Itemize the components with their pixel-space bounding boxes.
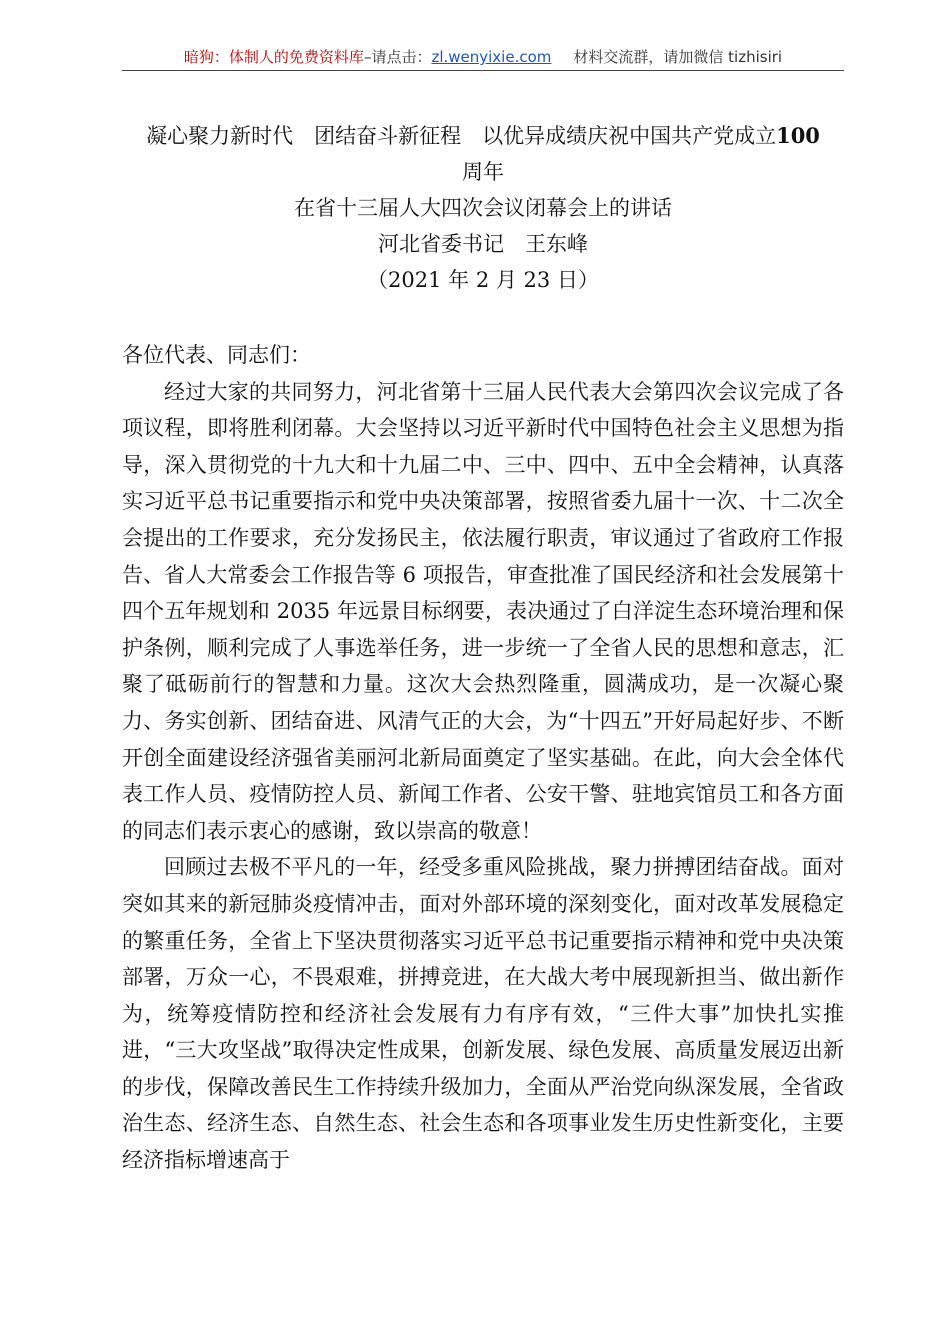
header-prompt: –请点击： bbox=[363, 48, 432, 66]
salutation: 各位代表、同志们： bbox=[122, 343, 311, 367]
title-line-2: 周年 bbox=[462, 160, 504, 184]
speech-body bbox=[122, 337, 844, 1179]
subtitle: 在省十三届人大四次会议闭幕会上的讲话 bbox=[294, 196, 672, 220]
header-brand: 暗狗：体制人的免费资料库 bbox=[183, 48, 364, 66]
title-block bbox=[122, 118, 844, 298]
date-line: （2021 年 2 月 23 日） bbox=[367, 268, 599, 292]
header-divider bbox=[122, 70, 844, 71]
page-header bbox=[122, 46, 844, 68]
paragraph-2: 回顾过去极不平凡的一年，经受多重风险挑战，聚力拼搏团结奋战。面对突如其来的新冠肺炎疫情冲击，面对外部环境的深刻变化，面对改革发展稳定的繁重任务，全省上下坚决贯彻落实习近平总书记重要指示精神和党中央决策部署，万众一心，不畏艰难，拼搏竞进，在大战大考中展现新担当、做出新作为，统筹疫情防控和经济社会发展有力有序有效，“三件大事”加快扎实推进，“三大攻坚战”取得决定性成果，创新发展、绿色发展、高质量发展迈出新的步伐，保障改善民生工作持续升级加力，全面从严治党向纵深发展，全省政治生态、经济生态、自然生态、社会生态和各项事业发生历史性新变化，主要经济指标增速高于 bbox=[122, 855, 844, 1173]
title-main: 凝心聚力新时代 团结奋斗新征程 以优异成绩庆祝中国共产党成立 bbox=[146, 124, 777, 148]
title-number: 100 bbox=[776, 123, 820, 148]
header-link[interactable]: zl.wenyixie.com bbox=[431, 48, 552, 66]
paragraph-1: 经过大家的共同努力，河北省第十三届人民代表大会第四次会议完成了各项议程，即将胜利闭幕。大会坚持以习近平新时代中国特色社会主义思想为指导，深入贯彻党的十九大和十九届二中、三中、四中、五中全会精神，认真落实习近平总书记重要指示和党中央决策部署，按照省委九届十一次、十二次全会提出的工作要求，充分发扬民主，依法履行职责，审议通过了省政府工作报告、省人大常委会工作报告等 6 项报告，审查批准了国民经济和社会发展第十四个五年规划和 2035 年远景目标纲要，表决通过了白洋淀生态环境治理和保护条例，顺利完成了人事选举任务，进一步统一了全省人民的思想和意志，汇聚了砥砺前行的智慧和力量。这次大会热烈隆重，圆满成功，是一次凝心聚力、务实创新、团结奋进、风清气正的大会，为“十四五”开好局起好步、不断开创全面建设经济强省美丽河北新局面奠定了坚实基础。在此，向大会全体代表工作人员、疫情防控人员、新闻工作者、公安干警、驻地宾馆员工和各方面的同志们表示衷心的感谢，致以崇高的敬意！ bbox=[122, 379, 844, 843]
author-line: 河北省委书记 王东峰 bbox=[378, 232, 588, 256]
header-note: 材料交流群，请加微信 tizhisiri bbox=[573, 48, 783, 66]
title-line-1 bbox=[122, 118, 844, 154]
